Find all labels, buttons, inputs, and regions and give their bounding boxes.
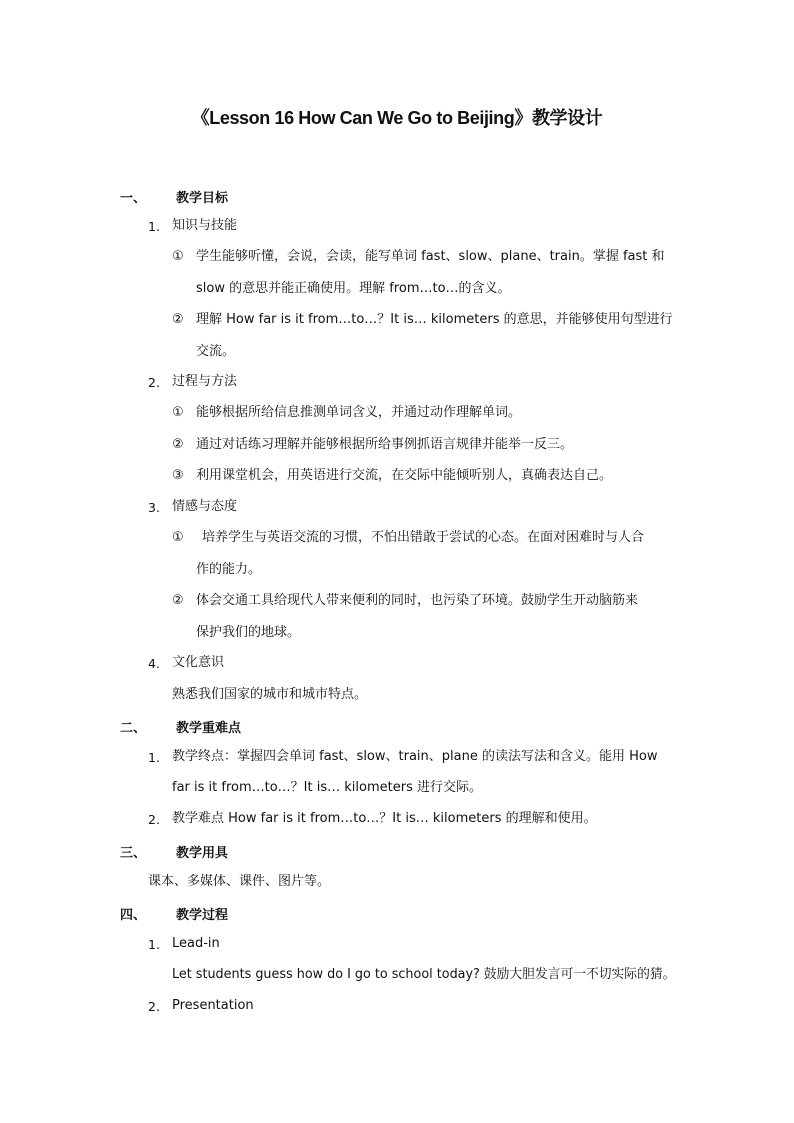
s4-item-1-label: Lead-in [172,936,220,951]
section-1-number: 一、 [120,191,147,206]
s1-i2-c1-text: 能够根据所给信息推测单词含义，并通过动作理解单词。 [196,405,522,420]
s1-i1-c2-line-2: 交流。 [196,344,236,359]
s1-i3-c2-line-1: 体会交通工具给现代人带来便利的同时，也污染了环境。鼓励学生开动脑筋来 [196,593,639,608]
section-2-heading: 教学重难点 [176,721,242,736]
s1-i1-c2-line-1: 理解 How far is it from…to…？It is… kilometers 的意思，并能够使用句型进行 [196,312,673,327]
s1-item-4-label: 文化意识 [172,655,225,670]
s4-item-2-number: 2. [148,999,160,1014]
s1-item-4-number: 4. [148,656,160,671]
s1-i3-c2-marker: ② [172,593,184,608]
document-title: 《Lesson 16 How Can We Go to Beijing》教学设计 [191,108,603,128]
s4-item-1-number: 1. [148,937,160,952]
s1-item-2-label: 过程与方法 [172,374,238,389]
s4-item-2-label: Presentation [172,998,254,1013]
s1-item-3-number: 3. [148,500,160,515]
s1-i3-c1-line-1: 培养学生与英语交流的习惯，不怕出错敢于尝试的心态。在面对困难时与人合 [202,530,645,545]
s4-item-1-text: Let students guess how do I go to school today? 鼓励大胆发言可一不切实际的猜。 [172,967,676,982]
s1-i2-c2-text: 通过对话练习理解并能够根据所给事例抓语言规律并能举一反三。 [196,437,574,452]
s1-item-2-number: 2. [148,375,160,390]
s1-i2-c2-marker: ② [172,437,184,452]
s2-item-1-number: 1. [148,750,160,765]
s1-i3-c1-line-2: 作的能力。 [196,562,262,577]
section-3-text: 课本、多媒体、课件、图片等。 [148,874,331,889]
section-4-heading: 教学过程 [176,908,229,923]
section-1-heading: 教学目标 [176,191,229,206]
s1-item-3-label: 情感与态度 [172,499,238,514]
s1-i1-c1-line-2: slow 的意思并能正确使用。理解 from…to…的含义。 [196,281,511,296]
s1-item-1-label: 知识与技能 [172,218,238,233]
s1-i1-c1-marker: ① [172,249,184,264]
s2-item-2-text: 教学难点 How far is it from…to…？It is… kilometers 的理解和使用。 [172,811,597,826]
section-3-heading: 教学用具 [176,846,229,861]
section-4-number: 四、 [120,908,147,923]
s1-item-1-number: 1. [148,219,160,234]
s1-i1-c2-marker: ② [172,312,184,327]
s1-i2-c1-marker: ① [172,405,184,420]
s1-i2-c3-text: 利用课堂机会，用英语进行交流，在交际中能倾听别人，真确表达自己。 [196,468,613,483]
s1-item-4-text: 熟悉我们国家的城市和城市特点。 [172,687,368,702]
s1-i3-c1-marker: ① [172,530,184,545]
section-2-number: 二、 [120,721,147,736]
section-3-number: 三、 [120,846,147,861]
s2-item-1-line-2: far is it from…to…？It is… kilometers 进行交际。 [172,780,482,795]
s2-item-1-line-1: 教学终点：掌握四会单词 fast、slow、train、plane 的读法写法和含义。能用 How [172,749,658,764]
s1-i1-c1-line-1: 学生能够听懂，会说，会读，能写单词 fast、slow、plane、train。掌握 fast 和 [196,249,665,264]
s2-item-2-number: 2. [148,812,160,827]
s1-i3-c2-line-2: 保护我们的地球。 [196,625,301,640]
s1-i2-c3-marker: ③ [172,468,184,483]
